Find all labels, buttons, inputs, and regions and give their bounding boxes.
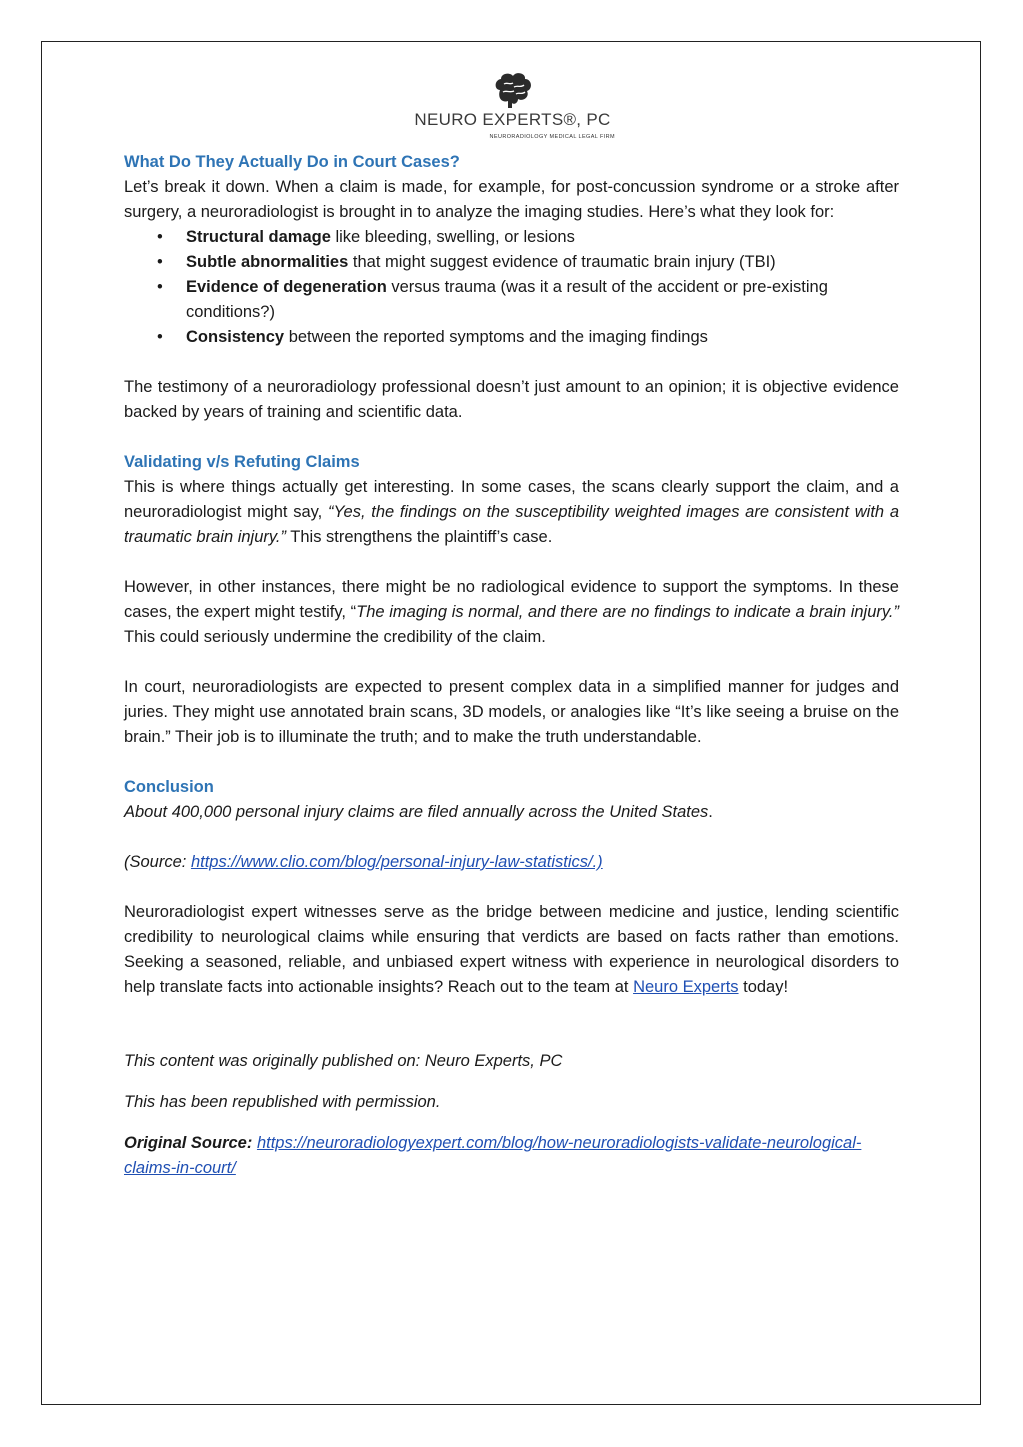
source-link[interactable]: https://www.clio.com/blog/personal-injury-law-statistics/.) [190,853,603,871]
intro-paragraph: Let’s break it down. When a claim is made, for example, for post-concussion syndrome or a stroke after surgery, a neuroradiologist is brought in to analyze the imaging studies. Here’s what they look for: [124,178,899,221]
text-span: However, in other instances, there might be no radiological evidence to support the symptoms. In these cases, the expert might testify, “ [124,578,899,621]
republished-italic: This has been republished with permission. [124,1093,441,1111]
text-span: This is where things actually get interesting. In some cases, the scans clearly support the claim, and a neuroradiologist might say, [124,478,899,521]
list-item-bold: Consistency [186,328,285,346]
list-item [124,325,899,350]
text-span: . [708,803,713,821]
document-body [124,150,899,1181]
source-prefix: (Source: [124,853,191,871]
statistic-line [124,800,899,825]
refuting-paragraph [124,575,899,650]
heading-court-cases: What Do They Actually Do in Court Cases? [124,153,460,171]
heading-conclusion: Conclusion [124,778,214,796]
quote-italic: The imaging is normal, and there are no findings to indicate a brain injury.” [356,603,899,621]
original-source-link[interactable]: https://neuroradiologyexpert.com/blog/how-neuroradiologists-validate-neurological-claims-in-court/ [124,1134,862,1177]
text-span: This could seriously undermine the credibility of the claim. [124,628,546,646]
republished-note [124,1090,899,1115]
testimony-paragraph: The testimony of a neuroradiology professional doesn’t just amount to an opinion; it is objective evidence backed by years of training and scientific data. [124,378,899,421]
original-source-line [124,1131,899,1181]
list-item [124,275,899,325]
list-item-text: like bleeding, swelling, or lesions [330,228,575,246]
brain-icon [490,70,536,110]
findings-list [124,225,899,350]
statistic-italic: About 400,000 personal injury claims are filed annually across the United States [124,803,709,821]
quote-italic: “Yes, the findings on the susceptibility weighted images are consistent with a traumatic brain injury.” [124,503,899,546]
brand-logo [400,70,625,140]
text-span: today! [738,978,789,996]
court-paragraph: In court, neuroradiologists are expected to present complex data in a simplified manner for judges and juries. They might use annotated brain scans, 3D models, or analogies like “It’s like seeing a bruise on the brain.” Their job is to illuminate the truth; and to make the truth understandable. [124,678,899,746]
list-item [124,225,899,250]
validating-paragraph [124,475,899,550]
published-italic: This content was originally published on: Neuro Experts, PC [124,1052,563,1070]
list-item-bold: Structural damage [186,228,331,246]
published-on-note [124,1049,899,1074]
list-item-bold: Subtle abnormalities [186,253,349,271]
text-span: This strengthens the plaintiff’s case. [286,528,553,546]
list-item-text: between the reported symptoms and the imaging findings [284,328,708,346]
original-source-label: Original Source: [124,1134,253,1152]
brand-name: NEURO EXPERTS®, PC [414,110,611,129]
list-item-text: versus trauma (was it a result of the accident or pre-existing conditions?) [186,278,828,321]
text-span: Neuroradiologist expert witnesses serve as the bridge between medicine and justice, lending scientific credibility to neurological claims while ensuring that verdicts are based on facts rather than emotions. Seeking a seasoned, reliable, and unbiased expert witness with experience in neurological disorders to help translate facts into actionable insights? Reach out to the team at [124,903,899,996]
closing-paragraph [124,900,899,1000]
brand-tagline: NEURORADIOLOGY MEDICAL LEGAL FIRM [489,134,615,140]
list-item-text: that might suggest evidence of traumatic brain injury (TBI) [348,253,776,271]
list-item [124,250,899,275]
heading-validating: Validating v/s Refuting Claims [124,453,360,471]
list-item-bold: Evidence of degeneration [186,278,387,296]
source-line [124,850,899,875]
neuro-experts-link[interactable]: Neuro Experts [633,978,739,996]
